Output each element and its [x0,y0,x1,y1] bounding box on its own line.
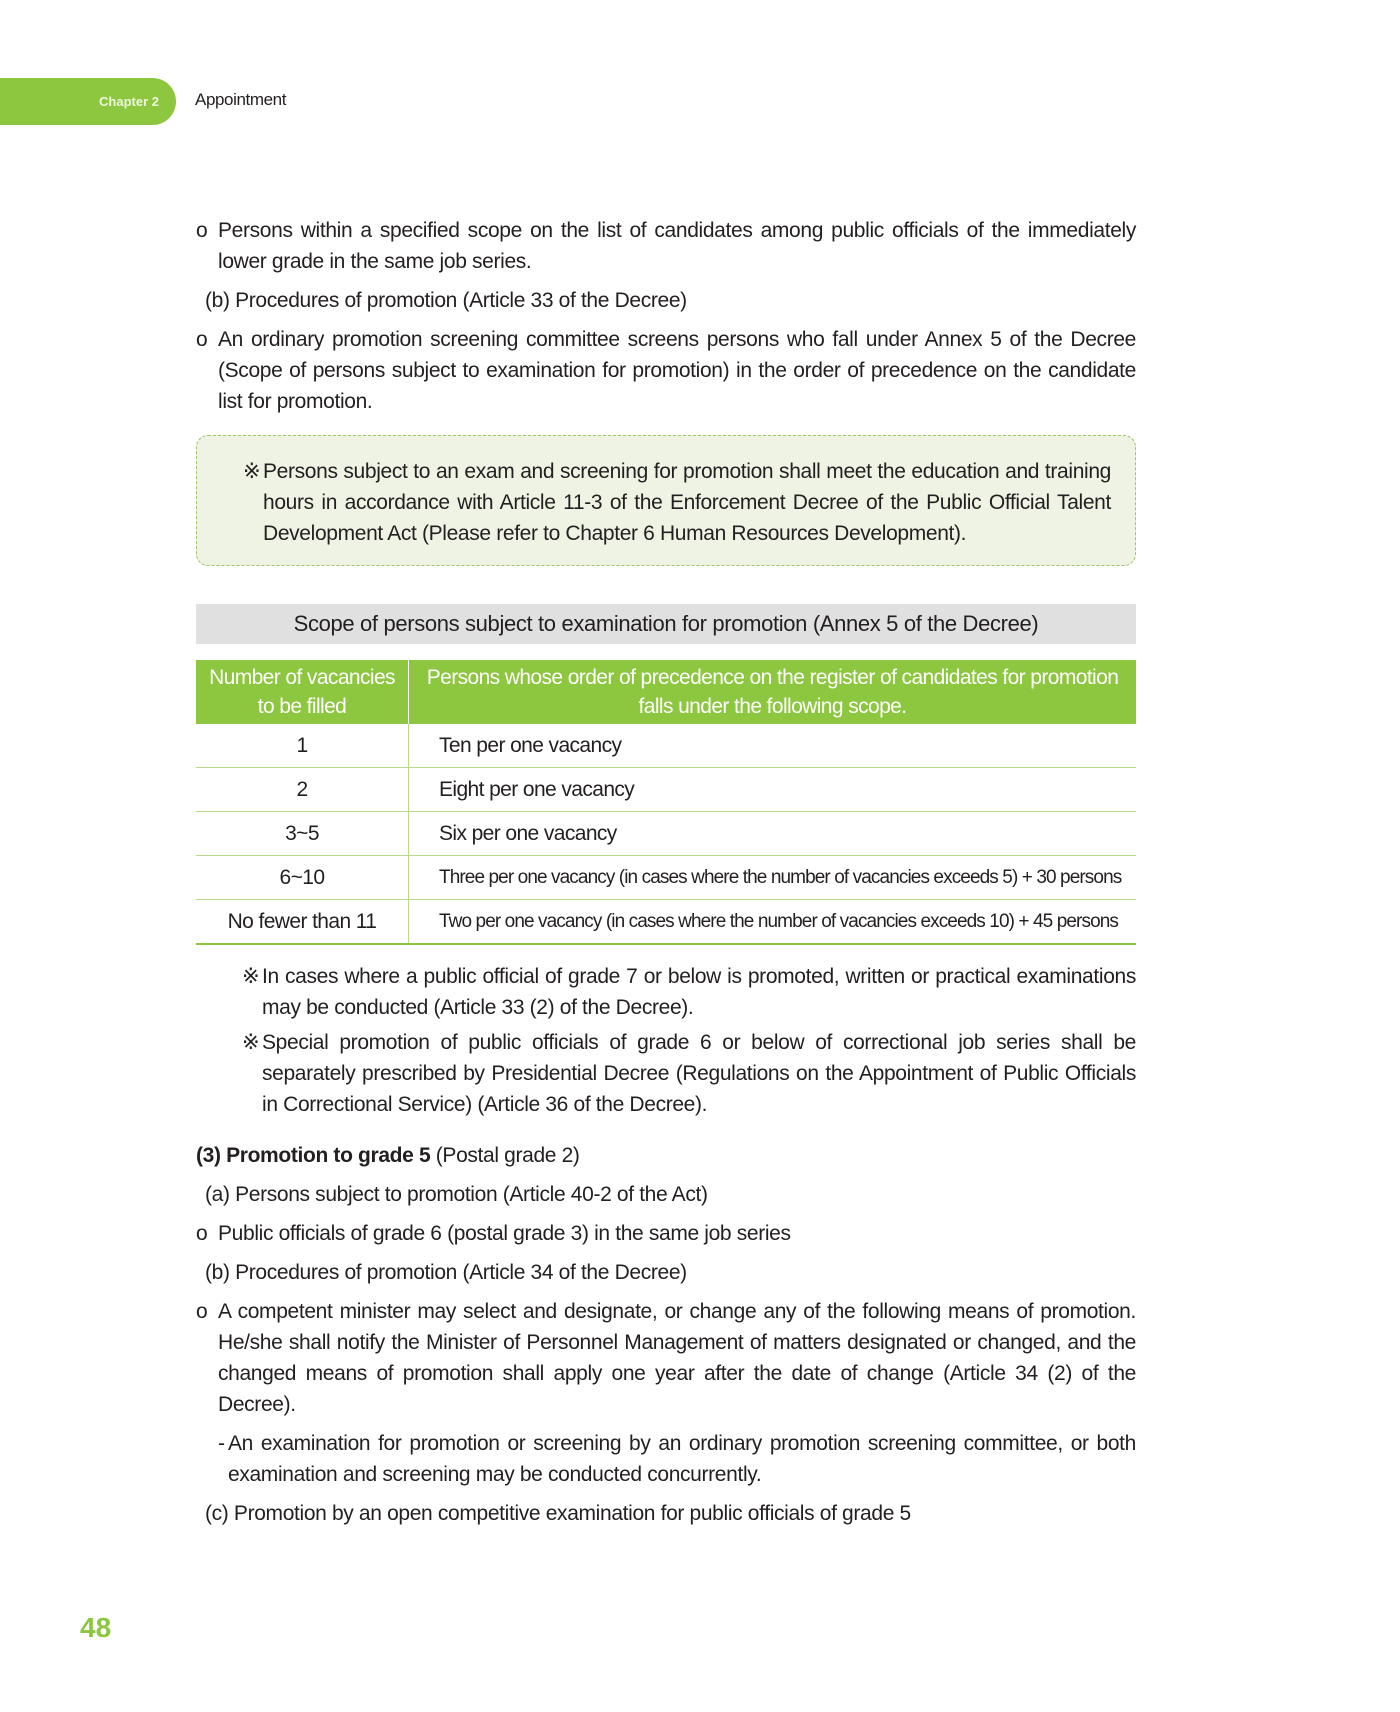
note-text: Persons subject to an exam and screening for promotion shall meet the education and training hours in accordance with Article 11-3 of the Enforcement Decree of the Public Official Talent Development Act (Please refer to Chapter 6 Human Resources Development). [263,460,1111,545]
table-row [196,768,1136,812]
note-text: Special promotion of public officials of grade 6 or below of correctional job series shall be separately prescribed by Presidential Decree (Regulations on the Appointment of Public Officials in Correctional Service) (Article 36 of the Decree). [262,1031,1136,1116]
note-text: In cases where a public official of grade 7 or below is promoted, written or practical examinations may be conducted (Article 33 (2) of the Decree). [262,965,1136,1019]
page-number: 48 [80,1612,112,1643]
table-title: Scope of persons subject to examination for promotion (Annex 5 of the Decree) [196,604,1136,644]
cell-vacancies: 2 [196,768,409,812]
list-item [196,1218,1136,1249]
subheading-procedures: (b) Procedures of promotion (Article 34 of the Decree) [205,1261,687,1284]
table-row [196,724,1136,768]
subheading-open-exam: (c) Promotion by an open competitive examination for public officials of grade 5 [205,1502,911,1525]
bullet-text: Public officials of grade 6 (postal grade 3) in the same job series [218,1222,791,1245]
bullet-icon: o [196,1222,208,1245]
table-row [196,900,1136,945]
list-item [196,215,1136,277]
dash-icon: - [218,1432,225,1455]
note [243,456,1111,549]
chapter-tab [0,78,176,125]
dash-item [196,1428,1136,1490]
table-row [196,856,1136,900]
bullet-icon: o [196,219,208,242]
note-box [196,435,1136,566]
dash-text: An examination for promotion or screening by an ordinary promotion screening committee, or both examination and screening may be conducted concurrently. [228,1432,1136,1486]
reference-mark-icon: ※ [242,1031,260,1054]
cell-scope: Two per one vacancy (in cases where the number of vacancies exceeds 10) + 45 persons [409,900,1137,945]
reference-mark-icon: ※ [242,965,260,988]
cell-scope: Three per one vacancy (in cases where the number of vacancies exceeds 5) + 30 persons [409,856,1137,900]
cell-vacancies: 3~5 [196,812,409,856]
scope-table [196,660,1136,945]
header-vacancies: Number of vacancies to be filled [196,660,409,724]
note [242,1027,1136,1120]
header-scope: Persons whose order of precedence on the register of candidates for promotion falls under the following scope. [409,660,1137,724]
table-row [196,812,1136,856]
chapter-label: Chapter 2 [99,94,159,109]
bullet-text: An ordinary promotion screening committee screens persons who fall under Annex 5 of the Decree (Scope of persons subject to examination for promotion) in the order of precedence on the candidate list for promotion. [218,328,1136,413]
bullet-icon: o [196,328,208,351]
cell-scope: Eight per one vacancy [409,768,1137,812]
note [242,961,1136,1023]
cell-vacancies: No fewer than 11 [196,900,409,945]
chapter-title: Appointment [195,90,287,109]
page-content [196,215,1136,1529]
reference-mark-icon: ※ [243,460,261,483]
cell-scope: Ten per one vacancy [409,724,1137,768]
bullet-text: Persons within a specified scope on the list of candidates among public officials of the immediately lower grade in the same job series. [218,219,1136,273]
bullet-text: A competent minister may select and designate, or change any of the following means of promotion. He/she shall notify the Minister of Personnel Management of matters designated or changed, and the changed means of promotion shall apply one year after the date of change (Article 34 (2) of the Decree). [218,1300,1136,1416]
list-item [196,1296,1136,1420]
cell-scope: Six per one vacancy [409,812,1137,856]
cell-vacancies: 1 [196,724,409,768]
bullet-icon: o [196,1300,208,1323]
section-heading-bold: (3) Promotion to grade 5 [196,1144,431,1167]
section-heading [196,1140,1136,1171]
table-notes [196,961,1136,1120]
cell-vacancies: 6~10 [196,856,409,900]
section-heading-rest: (Postal grade 2) [430,1144,580,1167]
list-item [196,324,1136,417]
subheading-persons: (a) Persons subject to promotion (Article 40-2 of the Act) [205,1183,708,1206]
table-header-row [196,660,1136,724]
subheading-procedures: (b) Procedures of promotion (Article 33 of the Decree) [205,289,687,312]
